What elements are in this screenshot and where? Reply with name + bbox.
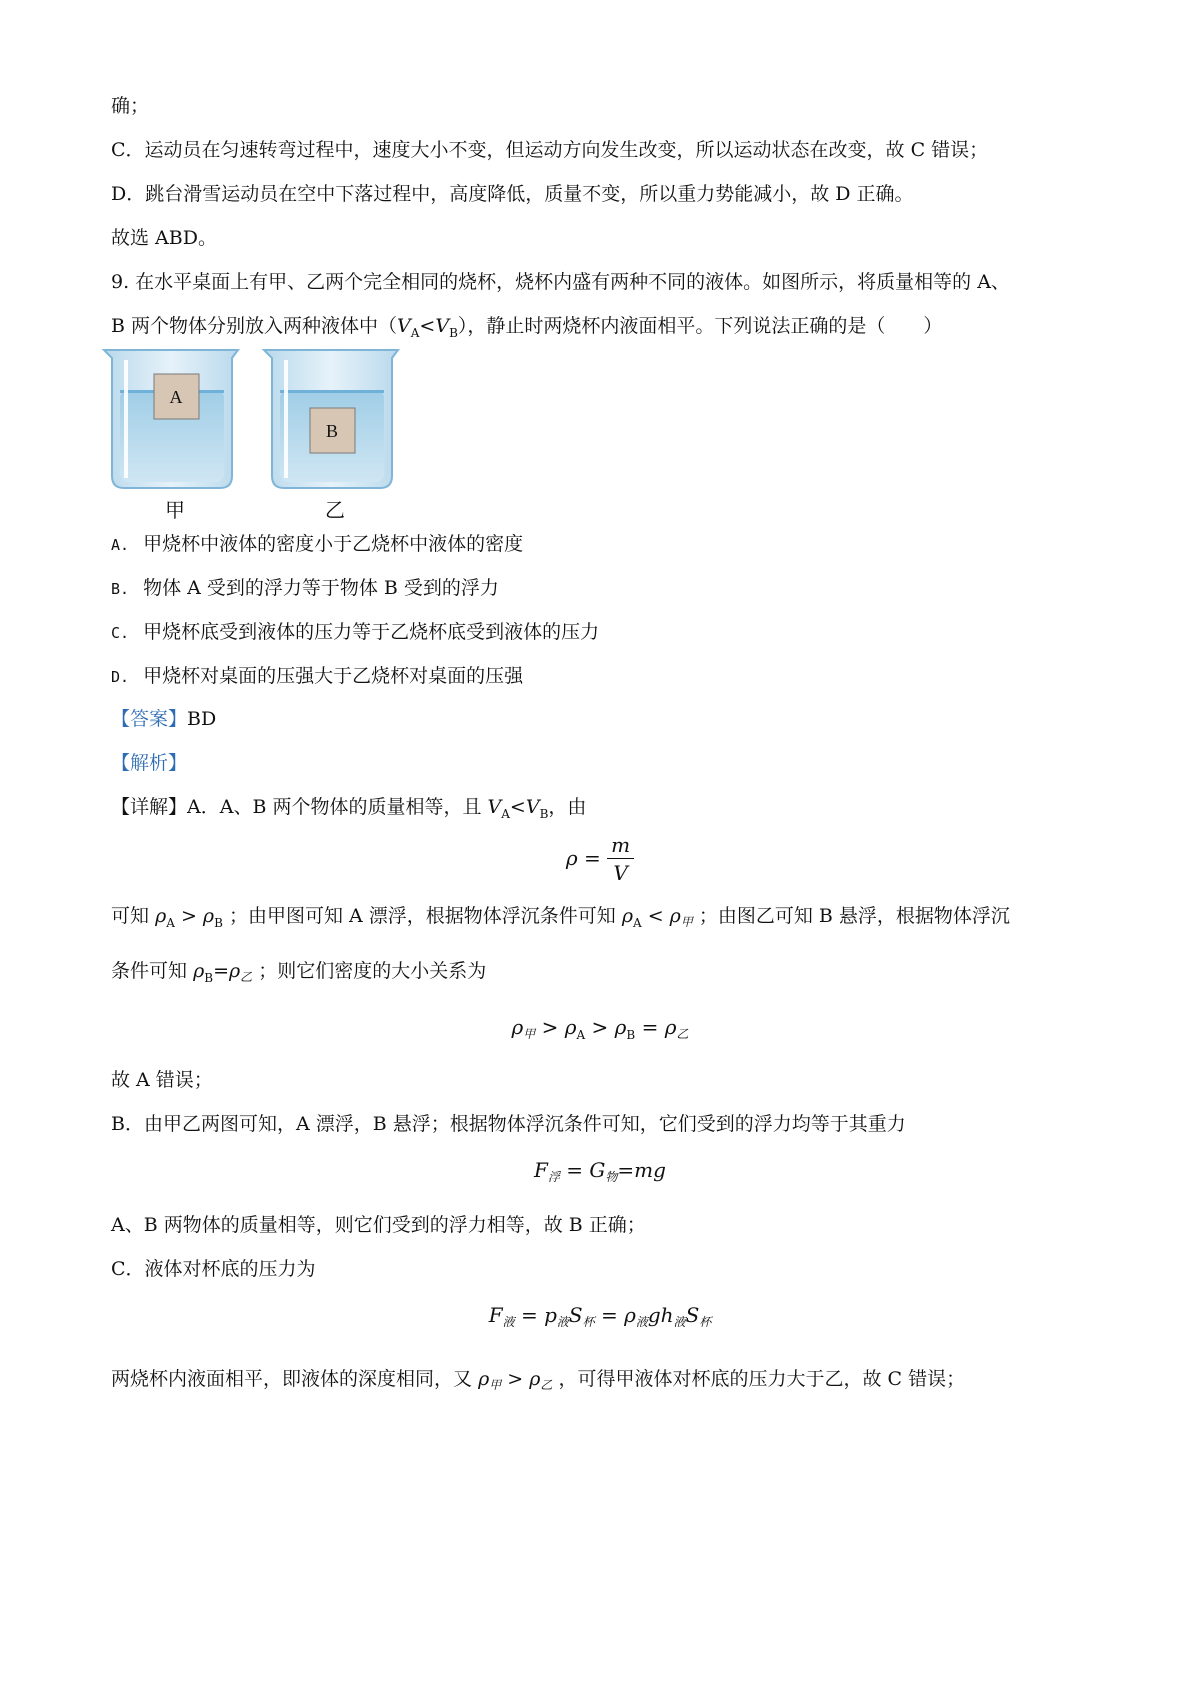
option-letter: D. [111, 668, 130, 686]
text-span: B 两个物体分别放入两种液体中（ [111, 315, 398, 337]
text-span: ；由甲图可知 A 漂浮，根据物体浮沉条件可知 [228, 905, 616, 927]
option-letter: B. [111, 580, 130, 598]
beaker-label-jia: 甲 [165, 498, 185, 522]
subscript: 液 [556, 1315, 569, 1329]
option-letter: A. [111, 536, 130, 554]
subscript: 甲 [489, 1378, 502, 1392]
formula-inline: $\rho_甲 > \rho_乙$ [478, 1368, 553, 1392]
subscript: 物 [605, 1170, 618, 1184]
block-a-label: A [169, 387, 183, 407]
option-text: 甲烧杯底受到液体的压力等于乙烧杯底受到液体的压力 [143, 621, 600, 643]
subscript: 乙 [676, 1027, 689, 1041]
text-line: 确； [111, 95, 150, 117]
formula-inline: $\rho_B=\rho_乙$ [193, 960, 253, 985]
formula-pressure-force: $F_液 = p_液S_杯 = \rho_液gh_液S_杯$ [488, 1303, 712, 1329]
option-a [111, 530, 523, 559]
subscript: 液 [502, 1315, 515, 1329]
text-line: D．跳台滑雪运动员在空中下落过程中，高度降低，质量不变，所以重力势能减小，故 D 正确。 [111, 183, 914, 205]
question-9-line-2 [111, 312, 942, 347]
subscript: 甲 [680, 915, 693, 929]
text-span: ，由 [548, 796, 587, 818]
subscript: 甲 [523, 1027, 536, 1041]
text-line: C．运动员在匀速转弯过程中，速度大小不变，但运动方向发生改变，所以运动状态在改变，故 C 错误； [111, 139, 989, 161]
subscript: 杯 [582, 1315, 595, 1329]
text-span: ；则它们密度的大小关系为 [258, 960, 487, 982]
formula-density: ρ = $\frac{m}{V}$ [0, 832, 1200, 887]
option-d [111, 662, 523, 691]
subscript: 乙 [540, 1378, 553, 1392]
text-span: 【详解】A．A、B 两个物体的质量相等，且 [111, 796, 488, 818]
text-line: 故选 ABD。 [111, 227, 217, 249]
subscript: 乙 [240, 970, 253, 984]
option-letter: C. [111, 624, 130, 642]
text-span: 两烧杯内液面相平，即液体的深度相同，又 [111, 1368, 473, 1390]
block-b-label: B [325, 421, 339, 441]
text-span: 条件可知 [111, 960, 188, 982]
text-span: ；由图乙可知 B 悬浮，根据物体浮沉 [698, 905, 1010, 927]
detail-line-4: 故 A 错误； [111, 1069, 213, 1091]
answer-line [111, 705, 216, 733]
subscript: 浮 [547, 1170, 560, 1184]
beaker-left [104, 350, 238, 488]
detail-line-5: B．由甲乙两图可知，A 漂浮，B 悬浮；根据物体浮沉条件可知，它们受到的浮力均等于其重力 [111, 1113, 906, 1135]
subscript: 液 [635, 1315, 648, 1329]
beaker-right [264, 350, 398, 488]
option-text: 甲烧杯对桌面的压强大于乙烧杯对桌面的压强 [143, 665, 524, 687]
answer-tag: 【答案】 [111, 708, 188, 730]
detail-line-7: C．液体对杯底的压力为 [111, 1258, 316, 1280]
volume-inequality: $V_A<V_B$ [397, 315, 458, 340]
formula-inline: $\rho_A > \rho_B$ [155, 905, 223, 930]
text-span: 可知 [111, 905, 150, 927]
option-c [111, 618, 599, 647]
text-span: ，可得甲液体对杯底的压力大于乙，故 C 错误； [558, 1368, 966, 1390]
beaker-label-yi: 乙 [325, 498, 345, 522]
subscript: 液 [673, 1315, 686, 1329]
option-text: 物体 A 受到的浮力等于物体 B 受到的浮力 [143, 577, 499, 599]
volume-inequality: $V_A<V_B$ [487, 796, 549, 821]
answer-value: BD [187, 708, 217, 730]
question-9-line-1: 9. 在水平桌面上有甲、乙两个完全相同的烧杯，烧杯内盛有两种不同的液体。如图所示，将质量相等的 A、 [111, 271, 1010, 293]
text-span: ），静止时两烧杯内液面相平。下列说法正确的是（ ） [457, 315, 943, 337]
detail-line-2 [111, 902, 1010, 937]
analysis-tag: 【解析】 [111, 752, 188, 774]
detail-line-3 [111, 957, 486, 992]
beaker-figure [100, 348, 440, 498]
detail-line-8 [111, 1365, 965, 1399]
formula-buoyancy: $F_浮 = G_物=mg$ [534, 1158, 666, 1184]
detail-line-6: A、B 两物体的质量相等，则它们受到的浮力相等，故 B 正确； [111, 1214, 646, 1236]
formula-density-order: $\rho_甲 > \rho_A > \rho_B = \rho_乙$ [511, 1015, 689, 1042]
option-b [111, 574, 499, 603]
detail-line-1 [111, 793, 586, 828]
subscript: 杯 [699, 1315, 712, 1329]
option-text: 甲烧杯中液体的密度小于乙烧杯中液体的密度 [143, 533, 524, 555]
formula-inline: $\rho_A < \rho_甲$ [621, 905, 693, 930]
